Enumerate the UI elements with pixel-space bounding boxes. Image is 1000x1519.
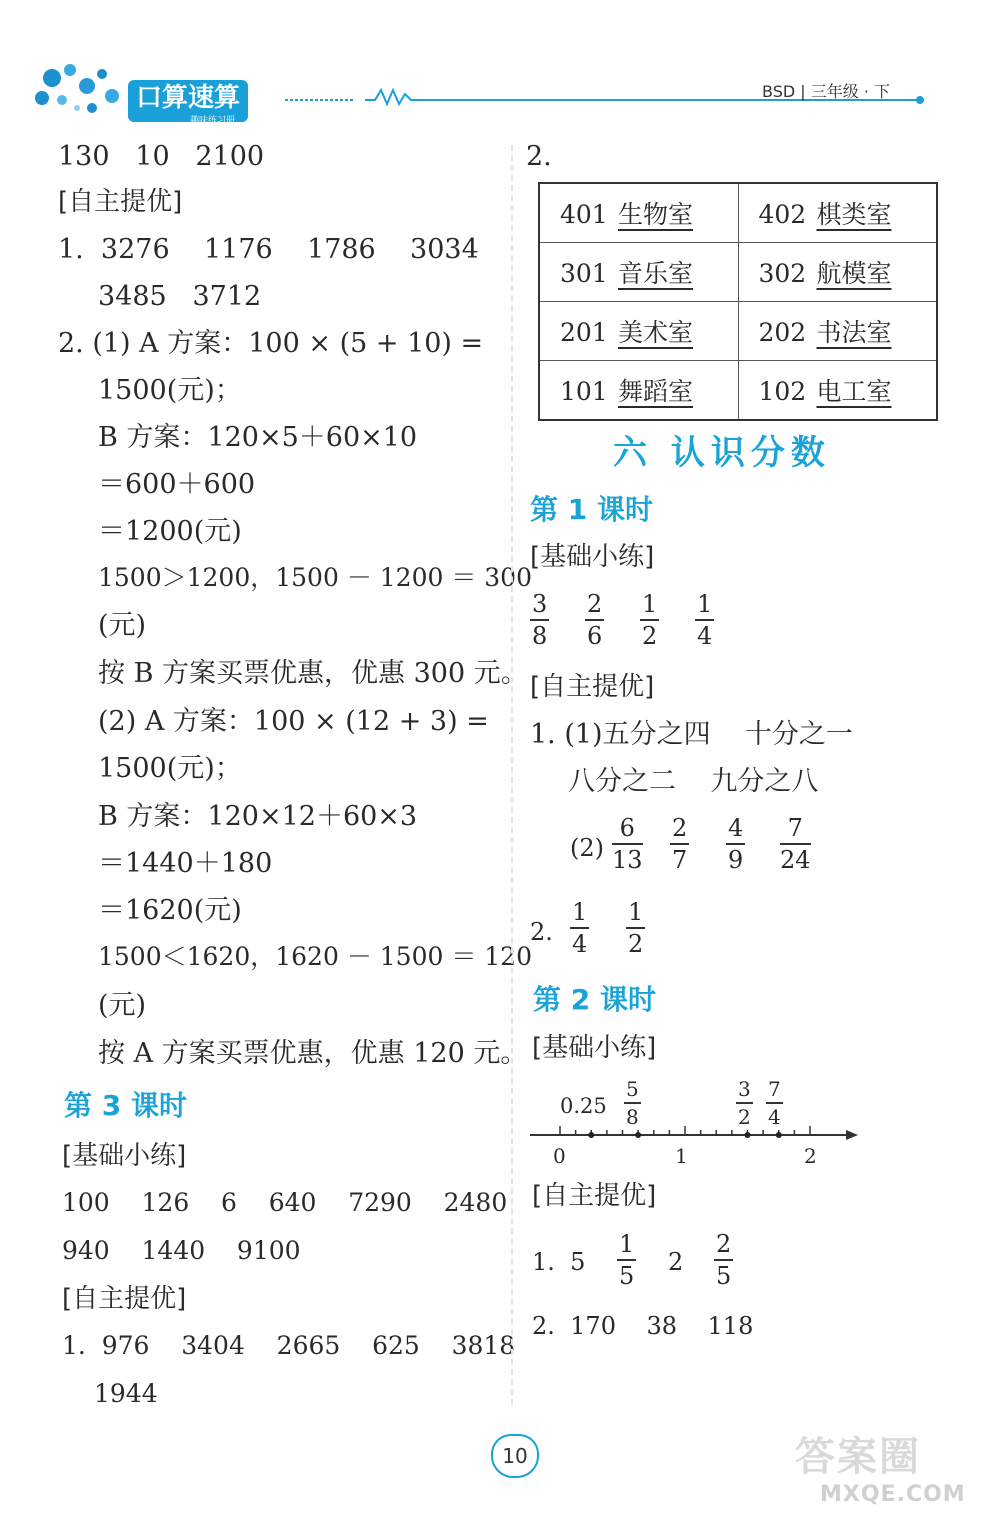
fraction	[530, 592, 549, 648]
answer-2-line-j: 1500(元)；	[98, 753, 242, 784]
r1-label: 1. 5	[532, 1248, 586, 1276]
room-name: 音乐室	[618, 259, 694, 288]
fraction	[585, 592, 604, 648]
answer-2-line-o: (元)	[98, 990, 147, 1021]
fraction-denominator: 4	[572, 930, 588, 958]
page-number: 10	[491, 1434, 539, 1478]
room-row	[539, 361, 937, 421]
fraction-numerator: 6	[619, 814, 635, 842]
logo-title: 口算速算	[128, 80, 248, 122]
watermark-logo: 答案圈	[795, 1434, 921, 1480]
room-number: 201	[560, 318, 608, 347]
numline-tick-0: 0	[553, 1144, 566, 1168]
fraction	[695, 592, 714, 648]
fraction	[670, 816, 689, 872]
room-number: 101	[560, 377, 608, 406]
fraction-numerator: 1	[642, 590, 658, 618]
logo-subtitle: 趣味练习册	[190, 116, 236, 126]
fraction-denominator: 2	[628, 930, 644, 958]
room-name: 生物室	[618, 200, 694, 229]
room-name: 书法室	[816, 318, 892, 347]
lesson-3-heading: 第 3 课时	[64, 1089, 187, 1122]
fraction-answer-2-label: 2.	[530, 918, 553, 946]
watermark-url: MXQE.COM	[820, 1482, 966, 1507]
fraction-numerator: 1	[628, 898, 644, 926]
section-zizhu-tiyou-2: [自主提优]	[62, 1284, 187, 1314]
section-jichu-xiaolian-1: [基础小练]	[62, 1141, 187, 1171]
room-name: 棋类室	[816, 200, 892, 229]
column-divider	[511, 145, 513, 1405]
fraction	[626, 900, 645, 956]
numline-arrow-icon	[846, 1130, 858, 1140]
numline-fraction-5-8: 5 8	[626, 1077, 639, 1129]
basic-answers-line-1: 100 126 6 640 7290 2480	[62, 1188, 508, 1217]
fraction-numerator: 1	[572, 898, 588, 926]
numline-point	[588, 1132, 594, 1138]
lesson-2-heading: 第 2 课时	[533, 983, 656, 1016]
fraction-denominator: 13	[612, 846, 643, 874]
r1-fraction-2: 2 5	[716, 1230, 732, 1290]
room-number: 301	[560, 259, 608, 288]
fraction	[640, 592, 659, 648]
room-row	[539, 302, 937, 361]
room-cell	[539, 302, 738, 361]
numline-label-0.25: 0.25	[560, 1094, 607, 1118]
r1-fraction-1: 1 5	[619, 1230, 635, 1290]
section-jichu-xiaolian-3: [基础小练]	[532, 1033, 657, 1063]
left-line-1: 130 10 2100	[58, 141, 265, 172]
lesson-1-heading: 第 1 课时	[530, 493, 653, 526]
room-cell	[738, 302, 937, 361]
numline-tick-1: 1	[675, 1144, 688, 1168]
fraction-numerator: 4	[728, 814, 744, 842]
room-name: 航模室	[816, 259, 892, 288]
r2-answers: 2. 170 38 118	[532, 1312, 754, 1340]
answer-2-line-i: (2) A 方案：100 × (12 + 3) =	[98, 706, 489, 737]
fraction-denominator: 8	[532, 622, 548, 650]
answer-2-line-n: 1500＜1620，1620 － 1500 ＝ 120	[98, 942, 532, 971]
fraction-denominator: 2	[642, 622, 658, 650]
room-number: 402	[758, 200, 807, 229]
room-cell	[539, 243, 738, 302]
fraction-denominator: 7	[672, 846, 688, 874]
answer-1-line-a: 1. 3276 1176 1786 3034	[58, 234, 479, 265]
room-number: 302	[758, 259, 807, 288]
numline-fraction-3-2: 3 2	[738, 1077, 751, 1129]
answer-2-line-h: 按 B 方案买票优惠，优惠 300 元。	[98, 658, 528, 689]
answer-2-line-g: (元)	[98, 610, 147, 641]
fraction	[780, 816, 811, 872]
room-cell	[539, 183, 738, 243]
room-cell	[738, 183, 937, 243]
room-cell	[738, 243, 937, 302]
number-line	[528, 1122, 868, 1152]
fraction-words-line-b: 八分之二 九分之八	[568, 766, 819, 797]
fraction-part-2-label: (2)	[570, 834, 604, 862]
fraction	[612, 816, 643, 872]
fraction-numerator: 3	[532, 590, 548, 618]
room-row	[539, 243, 937, 302]
fraction-numerator: 2	[587, 590, 603, 618]
fraction-denominator: 4	[697, 622, 713, 650]
answer-2-line-m: ＝1620(元)	[98, 895, 242, 926]
basic-answers-line-2: 940 1440 9100	[62, 1236, 301, 1265]
answer-2-line-e: ＝1200(元)	[98, 516, 242, 547]
answer-2-line-b: 1500(元)；	[98, 375, 242, 406]
room-number: 401	[560, 200, 608, 229]
room-name: 舞蹈室	[618, 377, 694, 406]
numline-tick-2: 2	[804, 1144, 817, 1168]
fraction-denominator: 24	[780, 846, 811, 874]
answer-2-line-p: 按 A 方案买票优惠，优惠 120 元。	[98, 1038, 528, 1069]
answer-2-line-f: 1500＞1200，1500 － 1200 ＝ 300	[98, 563, 532, 592]
grade-label: BSD | 三年级 · 下	[762, 82, 890, 101]
room-row	[539, 183, 937, 243]
fraction	[726, 816, 745, 872]
room-cell	[539, 361, 738, 421]
numline-point	[776, 1132, 782, 1138]
answer-1-line-b: 3485 3712	[98, 281, 262, 312]
room-number: 202	[758, 318, 807, 347]
advanced-answers-line-1: 1. 976 3404 2665 625 3818	[62, 1331, 516, 1360]
numline-fraction-7-4: 7 4	[768, 1077, 781, 1129]
fraction-words-line-a: 1. (1)五分之四 十分之一	[530, 719, 853, 750]
r1-middle: 2	[668, 1248, 684, 1276]
section-zizhu-tiyou-1: [自主提优]	[58, 187, 183, 217]
answer-2-label: 2.	[526, 141, 552, 172]
numline-point	[745, 1132, 751, 1138]
room-table	[538, 182, 938, 421]
room-name: 美术室	[618, 318, 694, 347]
fraction-denominator: 9	[728, 846, 744, 874]
answer-2-line-k: B 方案：120×12＋60×3	[98, 801, 418, 832]
section-zizhu-tiyou-4: [自主提优]	[532, 1181, 657, 1211]
section-jichu-xiaolian-2: [基础小练]	[530, 542, 655, 572]
fraction-numerator: 2	[672, 814, 688, 842]
numline-point	[635, 1132, 641, 1138]
logo-bubbles-icon	[32, 58, 132, 118]
chapter-title: 六 认识分数	[613, 433, 831, 473]
answer-2-line-c: B 方案：120×5＋60×10	[98, 422, 418, 453]
room-number: 102	[758, 377, 807, 406]
fraction-numerator: 7	[787, 814, 803, 842]
fraction	[570, 900, 589, 956]
answer-2-line-l: ＝1440＋180	[98, 848, 273, 879]
section-zizhu-tiyou-3: [自主提优]	[530, 672, 655, 702]
fraction-numerator: 1	[697, 590, 713, 618]
advanced-answers-line-2: 1944	[94, 1379, 158, 1408]
room-name: 电工室	[816, 377, 892, 406]
room-cell	[738, 361, 937, 421]
fraction-denominator: 6	[587, 622, 603, 650]
answer-2-line-a: 2. (1) A 方案：100 × (5 + 10) =	[58, 328, 484, 359]
answer-2-line-d: ＝600＋600	[98, 469, 256, 500]
